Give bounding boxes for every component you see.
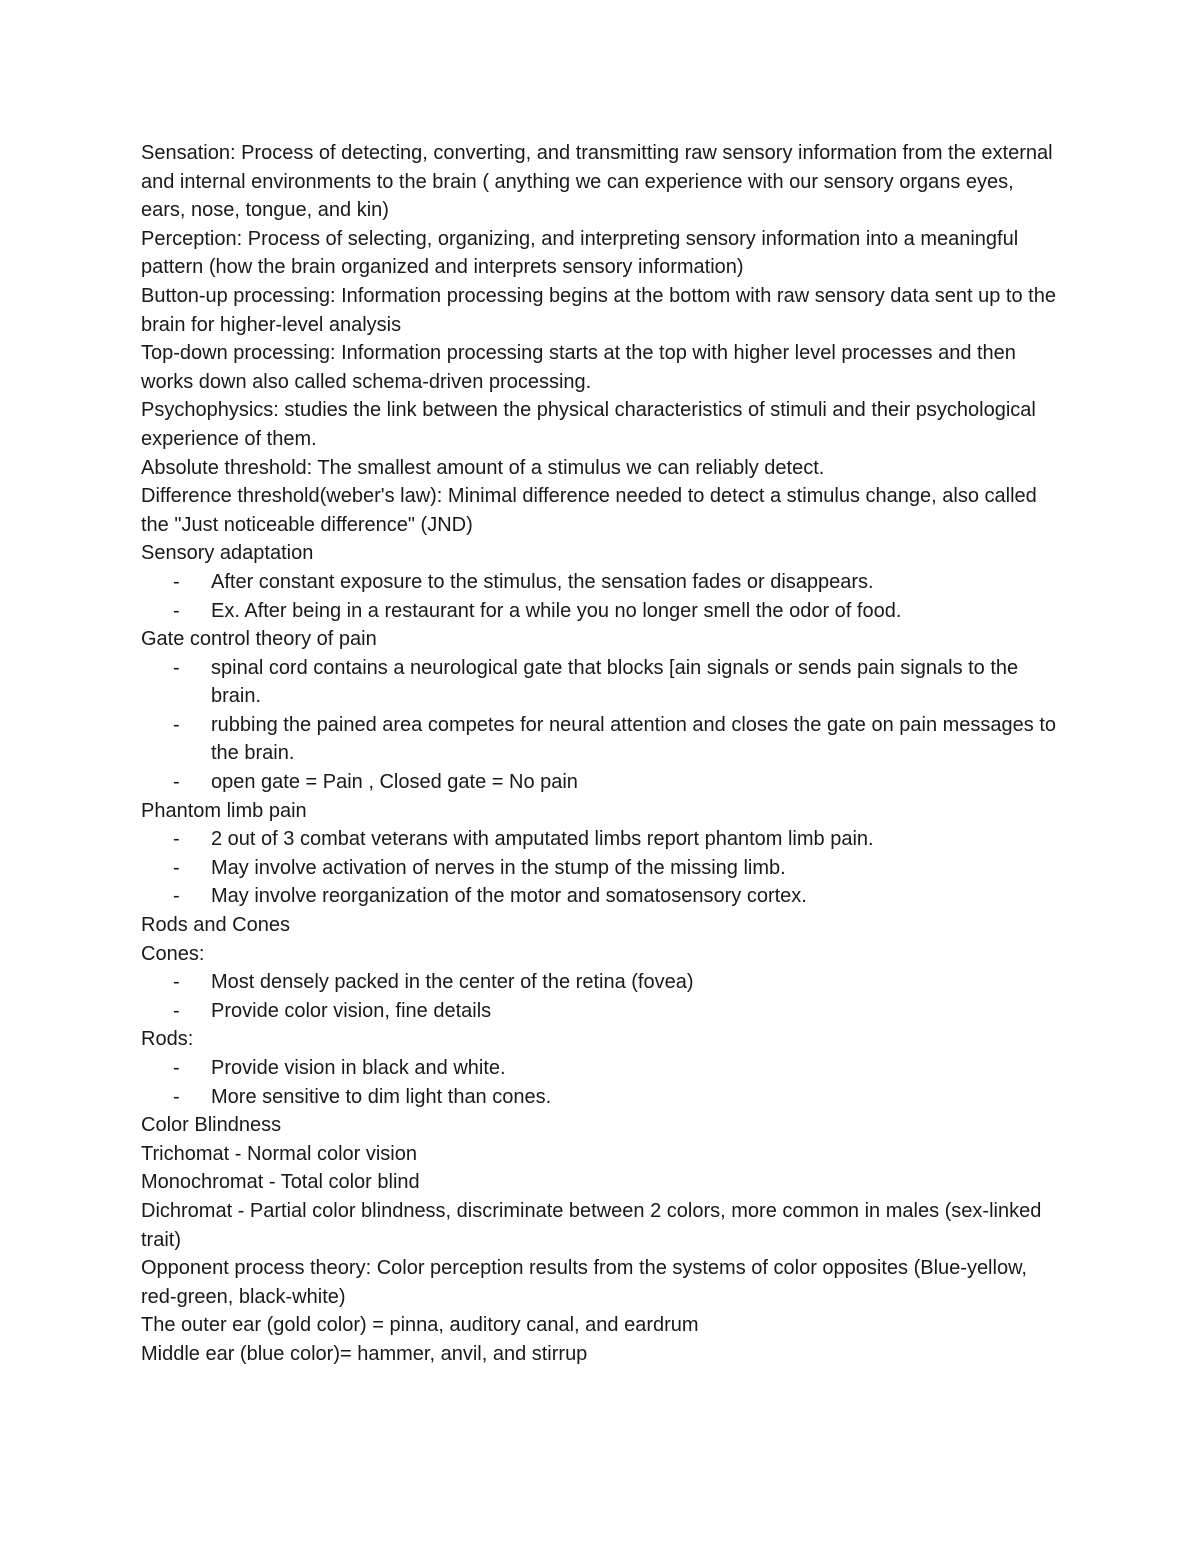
paragraph: Gate control theory of pain xyxy=(141,628,377,651)
list-item xyxy=(141,825,1061,854)
bullet-list xyxy=(141,1054,1061,1111)
paragraph: Trichomat - Normal color vision xyxy=(141,1142,417,1165)
list-item xyxy=(141,654,1061,711)
paragraph: Sensory adaptation xyxy=(141,542,314,565)
paragraph: Absolute threshold: The smallest amount of a stimulus we can reliably detect. xyxy=(141,456,825,479)
list-item xyxy=(141,568,1061,597)
paragraph: The outer ear (gold color) = pinna, auditory canal, and eardrum xyxy=(141,1314,699,1337)
paragraph: Rods: xyxy=(141,1028,194,1051)
list-item xyxy=(141,768,1061,797)
list-item xyxy=(141,597,1061,626)
paragraph: Perception: Process of selecting, organizing, and interpreting sensory information into a meaningful pattern (how the brain organized and interprets sensory information) xyxy=(141,227,1019,279)
bullet-dash: - xyxy=(173,999,180,1022)
paragraph: Psychophysics: studies the link between the physical characteristics of stimuli and their psychological experience of them. xyxy=(141,399,1036,450)
document-page xyxy=(141,139,1061,1369)
paragraph: Difference threshold(weber's law): Minimal difference needed to detect a stimulus change, also called the "Just noticeable difference" (JND) xyxy=(141,485,1037,536)
bullet-list xyxy=(141,654,1061,797)
list-item xyxy=(141,854,1061,883)
bullet-dash: - xyxy=(173,856,180,879)
bullet-list xyxy=(141,968,1061,1025)
bullet-dash: - xyxy=(173,1085,180,1108)
bullet-list xyxy=(141,825,1061,911)
list-item xyxy=(141,1083,1061,1112)
paragraph: Phantom limb pain xyxy=(141,799,307,822)
list-item xyxy=(141,968,1061,997)
list-item xyxy=(141,882,1061,911)
bullet-dash: - xyxy=(173,971,180,994)
list-item-text: After constant exposure to the stimulus, the sensation fades or disappears. xyxy=(211,570,874,593)
list-item-text: 2 out of 3 combat veterans with amputated limbs report phantom limb pain. xyxy=(211,828,874,851)
list-item-text: More sensitive to dim light than cones. xyxy=(211,1085,552,1108)
list-item xyxy=(141,997,1061,1026)
list-item-text: Most densely packed in the center of the retina (fovea) xyxy=(211,971,694,994)
bullet-dash: - xyxy=(173,713,180,736)
bullet-dash: - xyxy=(173,885,180,908)
bullet-dash: - xyxy=(173,570,180,593)
paragraph: Button-up processing: Information processing begins at the bottom with raw sensory data sent up to the brain for higher-level analysis xyxy=(141,284,1056,336)
list-item-text: rubbing the pained area competes for neural attention and closes the gate on pain messages to the brain. xyxy=(211,713,1057,765)
paragraph: Color Blindness xyxy=(141,1114,282,1137)
list-item-text: Provide vision in black and white. xyxy=(211,1057,506,1079)
list-item-text: May involve activation of nerves in the stump of the missing limb. xyxy=(211,856,786,879)
list-item-text: May involve reorganization of the motor and somatosensory cortex. xyxy=(211,885,807,908)
paragraph: Sensation: Process of detecting, converting, and transmitting raw sensory information from the external and internal environments to the brain ( anything we can experience with our sensory organs eyes, ears, nose, tongue, and kin) xyxy=(141,142,1053,222)
bullet-dash: - xyxy=(173,1057,180,1079)
paragraph: Monochromat - Total color blind xyxy=(141,1171,420,1194)
bullet-list xyxy=(141,568,1061,625)
paragraph: Dichromat - Partial color blindness, discriminate between 2 colors, more common in males (sex-linked trait) xyxy=(141,1199,1042,1251)
list-item-text: Ex. After being in a restaurant for a while you no longer smell the odor of food. xyxy=(211,599,902,622)
list-item-text: Provide color vision, fine details xyxy=(211,999,492,1022)
bullet-dash: - xyxy=(173,656,180,679)
paragraph: Cones: xyxy=(141,942,205,965)
list-item xyxy=(141,1054,1061,1083)
list-item-text: open gate = Pain , Closed gate = No pain xyxy=(211,771,578,794)
list-item xyxy=(141,711,1061,768)
paragraph: Top-down processing: Information processing starts at the top with higher level processes and then works down also called schema-driven processing. xyxy=(141,342,1016,393)
bullet-dash: - xyxy=(173,599,180,622)
paragraph: Opponent process theory: Color perception results from the systems of color opposites (Blue-yellow, red-green, black-white) xyxy=(141,1257,1027,1308)
list-item-text: spinal cord contains a neurological gate that blocks [ain signals or sends pain signals to the brain. xyxy=(211,656,1019,708)
paragraph: Rods and Cones xyxy=(141,914,290,937)
bullet-dash: - xyxy=(173,828,180,851)
bullet-dash: - xyxy=(173,771,180,794)
paragraph: Middle ear (blue color)= hammer, anvil, and stirrup xyxy=(141,1342,588,1365)
